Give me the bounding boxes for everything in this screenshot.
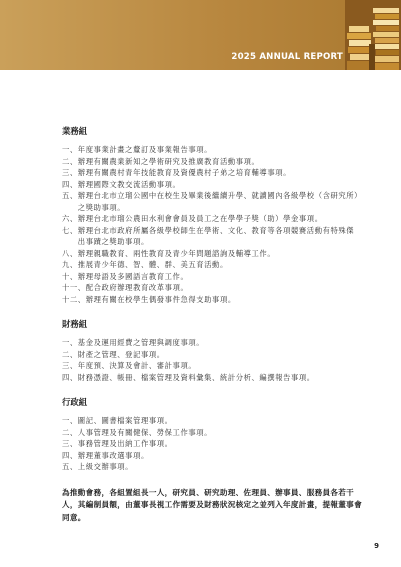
item-text: 圖記、圖書檔案管理事項。 — [77, 416, 173, 425]
item-text: 辦理母語及多國語言教育工作。 — [77, 271, 189, 281]
list-item — [62, 349, 362, 361]
list-item — [62, 213, 362, 225]
list-item — [62, 450, 362, 462]
book-stack-right — [373, 8, 399, 70]
sections-container — [62, 126, 362, 473]
item-text: 年度事業計畫之釐訂及事業報告事項。 — [77, 145, 213, 154]
section-item-list — [62, 337, 362, 383]
list-item — [62, 438, 362, 450]
item-number: 十、 — [62, 271, 78, 281]
item-number: 三、 — [62, 168, 78, 177]
list-item — [62, 179, 362, 191]
item-text: 財產之管理、登記事項。 — [77, 349, 165, 359]
item-text: 上級交辦事項。 — [77, 462, 134, 471]
item-text: 辦理有關在校學生偶發事件急得支助事項。 — [85, 294, 236, 304]
item-number: 二、 — [62, 427, 78, 437]
item-text: 辦理有關農業新知之學術研究及推廣教育活動事項。 — [77, 156, 260, 166]
item-text: 事務管理及出納工作事項。 — [77, 439, 173, 448]
list-item — [62, 337, 362, 349]
item-text: 辦理有關農村青年技能教育及資優農村子弟之培育輔導事項。 — [77, 168, 292, 177]
list-item — [62, 360, 362, 372]
item-number: 四、 — [62, 450, 78, 460]
list-item — [62, 271, 362, 283]
section-heading: 業務組 — [62, 126, 88, 136]
list-item — [62, 190, 362, 213]
item-number: 五、 — [62, 462, 78, 471]
document-body — [62, 126, 362, 524]
list-item — [62, 294, 362, 306]
item-number: 五、 — [62, 191, 78, 200]
report-title: 2025 ANNUAL REPORT — [231, 52, 343, 62]
item-number: 一、 — [62, 338, 78, 347]
item-number: 三、 — [62, 439, 78, 448]
list-item — [62, 282, 362, 294]
books-illustration — [345, 0, 401, 70]
item-number: 七、 — [62, 225, 78, 235]
item-text: 辦理台北市瑠公農田水利會會員及員工之在學學子獎（助）學金事項。 — [77, 214, 323, 223]
list-item — [62, 167, 362, 179]
item-text: 辦理國際文教交流活動事項。 — [77, 179, 181, 189]
item-text: 人事管理及有關健保、勞保工作事項。 — [77, 427, 213, 437]
item-text: 辦理台北市政府所屬各級學校師生在學術、文化、教育等各項競賽活動有特殊傑出事蹟之獎助事項。 — [77, 225, 355, 246]
item-number: 九、 — [62, 260, 78, 269]
item-number: 六、 — [62, 214, 78, 223]
section-heading: 財務組 — [62, 319, 88, 329]
item-number: 二、 — [62, 156, 78, 166]
list-item — [62, 248, 362, 260]
list-item — [62, 156, 362, 168]
item-number: 二、 — [62, 349, 78, 359]
section-heading: 行政組 — [62, 397, 88, 407]
list-item — [62, 225, 362, 248]
list-item — [62, 259, 362, 271]
item-number: 四、 — [62, 372, 78, 382]
item-text: 配合政府辦理教育改革事項。 — [85, 283, 189, 292]
page-number: 9 — [374, 542, 379, 550]
list-item — [62, 144, 362, 156]
section-item-list — [62, 144, 362, 305]
item-text: 辦理董事改選事項。 — [77, 450, 149, 460]
item-text: 辦理親職教育、兩性教育及青少年問題諮詢及輔導工作。 — [77, 248, 276, 258]
staffing-note: 為推動會務，各組置組長一人，研究員、研究助理、佐理員、辦事員、服務員各若干人，其編制員額，由董事長視工作需要及財務狀況核定之並列入年度計畫，提報董事會同意。 — [62, 487, 362, 522]
item-number: 一、 — [62, 145, 78, 154]
item-number: 八、 — [62, 248, 78, 258]
item-number: 十一、 — [62, 283, 86, 292]
item-text: 辦理台北市立瑠公國中在校生及畢業後繼續升學、就讀國內各級學校（含研究所）之獎助事項。 — [77, 191, 359, 212]
list-item — [62, 461, 362, 473]
list-item — [62, 372, 362, 384]
item-number: 四、 — [62, 179, 78, 189]
item-number: 三、 — [62, 361, 78, 370]
section-item-list — [62, 415, 362, 473]
list-item — [62, 427, 362, 439]
item-text: 年度預、決算及會計、審計事項。 — [77, 361, 197, 370]
item-text: 財務憑證、帳冊、檔案管理及資料彙集、統計分析、編撰報告事項。 — [77, 372, 315, 382]
item-text: 推展青少年德、智、體、群、美五育活動。 — [77, 260, 228, 269]
item-number: 一、 — [62, 416, 78, 425]
item-number: 十二、 — [62, 294, 86, 304]
item-text: 基金及運用經費之管理與調度事項。 — [77, 338, 205, 347]
list-item — [62, 415, 362, 427]
